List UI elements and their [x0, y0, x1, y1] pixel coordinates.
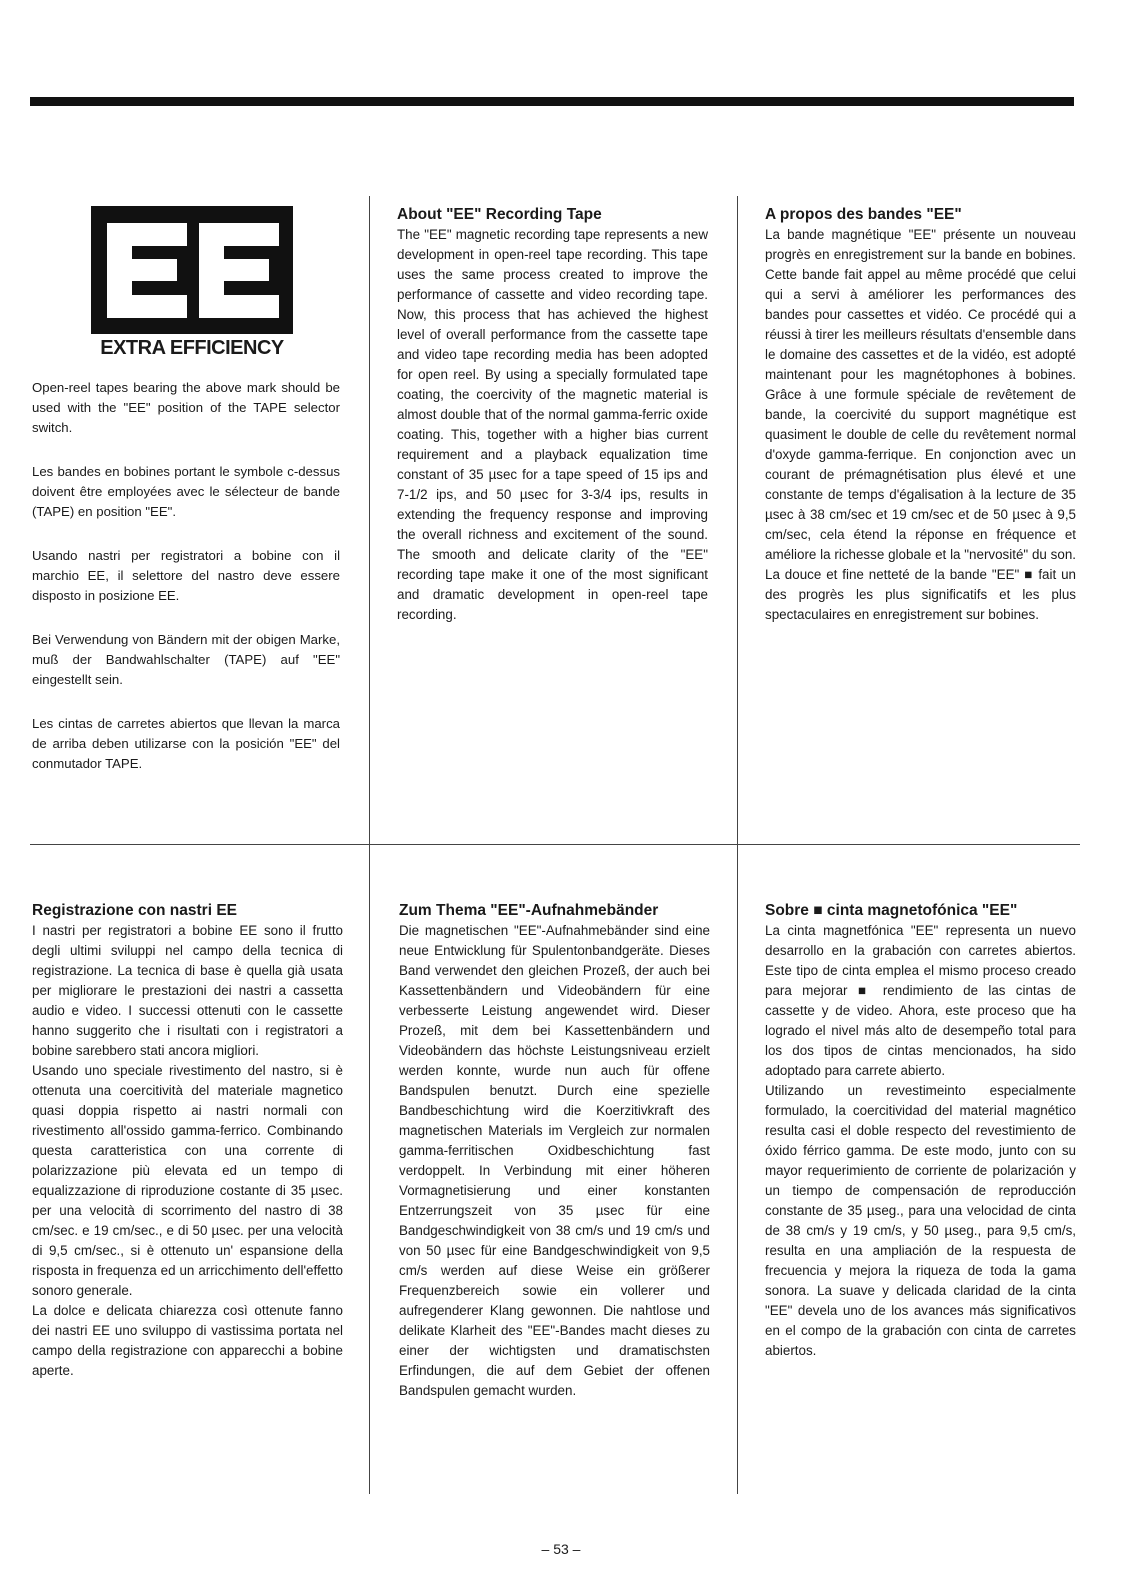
section-spanish — [765, 902, 1076, 1361]
section-italian-paragraph: I nastri per registratori a bobine EE sono il frutto degli ultimi sviluppi nel campo della tecnica di registrazione. La tecnica di base è quella già usata per migliorare le prestazioni dei nastri a cassetta audio e video. I successi ottenuti con le cassette hanno suggerito che i risultati con i registratori a bobine sarebbero stati ancora migliori. — [32, 923, 343, 1058]
intro-note-english: Open-reel tapes bearing the above mark should be used with the "EE" position of the TAPE selector switch. — [32, 380, 340, 435]
ee-logo-letters — [91, 206, 293, 334]
section-spanish-paragraph: Utilizando un revestimeinto especialmente formulado, la coercitividad del material magnético resulta casi el doble respecto del revestimiento de óxido férrico gamma. De este modo, junto con su mayor requerimiento de corriente de polarización y un tiempo de compensación de reproducción constante de 35 µseg., para una velocidad de cinta de 38 cm/s y 19 cm/s, y 50 µseg., para 9,5 cm/s, resulta en una ampliación de la respuesta de frecuencia y mejora la riqueza de toda la gama sonora. La suave y delicada claridad de la cinta "EE" devela uno de los avances más significativos en el compo de la grabación con cinta de carretes abiertos. — [765, 1083, 1076, 1358]
intro-note-german: Bei Verwendung von Bändern mit der obigen Marke, muß der Bandwahlschalter (TAPE) auf "EE" eingestellt sein. — [32, 632, 340, 687]
section-english — [397, 206, 708, 625]
section-italian-title: Registrazione con nastri EE — [32, 902, 237, 919]
column-divider-4 — [737, 844, 738, 1494]
intro-note-italian: Usando nastri per registratori a bobine con il marchio EE, il selettore del nastro deve essere disposto in posizione EE. — [32, 548, 340, 603]
section-italian-paragraph: La dolce e delicata chiarezza così ottenute fanno dei nastri EE uno sviluppo di vastissima portata nel campo della registrazione con apparecchi a bobine aperte. — [32, 1303, 343, 1378]
intro-note-french: Les bandes en bobines portant le symbole c-dessus doivent être employées avec le sélecteur de bande (TAPE) en position "EE". — [32, 464, 340, 519]
section-italian — [32, 902, 343, 1381]
section-italian-paragraph: Usando uno speciale rivestimento del nastro, si è ottenuta una coercitività del materiale magnetico quasi doppia rispetto ai nastri normali con rivestimento all'ossido gamma-ferrico. Combinando questa caratteristica con una corrente di polarizzazione più elevata ed un tempo di equalizzazione di riproduzione costante di 35 µsec. per una velocità di scorrimento del nastro di 38 cm/sec. e 19 cm/sec., e di 50 µsec. per una velocità di 9,5 cm/sec., si è ottenuto un' espansione della risposta in frequenza ed un arricchimento dell'effetto sonoro generale. — [32, 1063, 343, 1298]
intro-note-spanish: Les cintas de carretes abiertos que llevan la marca de arriba deben utilizarse con la posición "EE" del conmutador TAPE. — [32, 716, 340, 771]
column-divider-2 — [737, 196, 738, 846]
section-german — [399, 902, 710, 1401]
section-german-body: Die magnetischen "EE"-Aufnahmebänder sind eine neue Entwicklung für Spulentonbandgeräte. Dieses Band verwendet den gleichen Prozeß, der auch bei Kassettenbändern und Videobändern für eine verbesserte Leistung angewendet wird. Dieser Prozeß, mit dem bei Kassettenbändern und Videobändern das höchste Leistungsniveau erzielt werden konnte, wurde nun auch für offene Bandspulen benutzt. Durch eine spezielle Bandbeschichtung wird die Koerzitivkraft des magnetischen Materials im Vergleich zur normalen gamma-ferritischen Oxidbeschichtung fast verdoppelt. In Verbindung mit einer höheren Vormagnetisierung und einer konstanten Entzerrungszeit von 35 µsec für eine Bandgeschwindigkeit von 38 cm/s und 19 cm/s und von 50 µsec für eine Bandgeschwindigkeit von 9,5 cm/s werden auf diese Weise ein größerer Frequenzbereich sowie ein vollerer und aufregenderer Klang gewonnen. Die nahtlose und delikate Klarheit des "EE"-Bandes macht dieses zu einer der wichtigsten und dramatischsten Erfindungen, die auf dem Gebiet der offenen Bandspulen gemacht wurden. — [399, 923, 710, 1398]
section-french — [765, 206, 1076, 625]
section-english-body: The "EE" magnetic recording tape represents a new development in open-reel tape recording. This tape uses the same process created to improve the performance of cassette and video recording tape. Now, this process that has achieved the highest level of overall performance from the cassette tape and video tape recording media has been adopted for open reel. By using a specially formulated tape coating, the coercivity of the magnetic material is almost double that of the normal gamma-ferric oxide coating. This, together with a higher bias current requirement and a playback equalization time constant of 35 µsec for a tape speed of 15 ips and 7-1/2 ips, and 50 µsec for 3-3/4 ips, results in extending the frequency response and improving the overall richness and excitement of the sound. The smooth and delicate clarity of the "EE" recording tape make it one of the most significant and dramatic development in open-reel tape recording. — [397, 227, 708, 622]
section-spanish-paragraph: La cinta magnetfónica "EE" representa un nuevo desarrollo en la grabación con carretes abiertos. Este tipo de cinta emplea el mismo proceso creado para mejorar ■ rendimiento de las cintas de cassette y de video. Ahora, este proceso que ha logrado el nivel más alto de desempeño total para los dos tipos de cintas mencionados, ha sido adoptado para carrete abierto. — [765, 923, 1076, 1078]
section-german-title: Zum Thema "EE"-Aufnahmebänder — [399, 902, 659, 919]
section-french-body: La bande magnétique "EE" présente un nouveau progrès en enregistrement sur la bande en bobines. Cette bande fait appel au même procédé que celui qui a servi à améliorer les performances des bandes pour cassettes et vidéo. Ce procédé qui a réussi à tirer les meilleurs résultats d'ensemble dans le domaine des cassettes et de la vidéo, est adopté maintenant pour les magnétophones à bobines. Grâce à une formule spéciale de revêtement de bande, la coercivité du support magnétique est quasiment le double de celle du revêtement normal d'oxyde gamma-ferrique. En conjonction avec un courant de prémagnétisation plus élevé et une constante de temps d'égalisation à la lecture de 35 µsec à 38 cm/sec et 19 cm/sec et de 50 µsec à 9,5 cm/sec, cela étend la réponse en fréquence et améliore la richesse globale et la "nervosité" du son. La douce et fine netteté de la bande "EE" ■ fait un des progrès les plus significatifs et les plus spectaculaires en enregistrement sur bobines. — [765, 227, 1076, 622]
row-divider — [30, 844, 1080, 845]
top-rule — [30, 97, 1074, 106]
column-divider-3 — [369, 844, 370, 1494]
intro-notes — [32, 378, 340, 798]
column-divider-1 — [369, 196, 370, 846]
section-english-title: About "EE" Recording Tape — [397, 206, 602, 223]
ee-logo-caption: EXTRA EFFICIENCY — [100, 337, 284, 359]
section-french-title: A propos des bandes "EE" — [765, 206, 962, 223]
ee-logo — [91, 206, 293, 358]
section-spanish-title: Sobre ■ cinta magnetofónica "EE" — [765, 902, 1018, 919]
page-number: – 53 – — [541, 1541, 581, 1557]
